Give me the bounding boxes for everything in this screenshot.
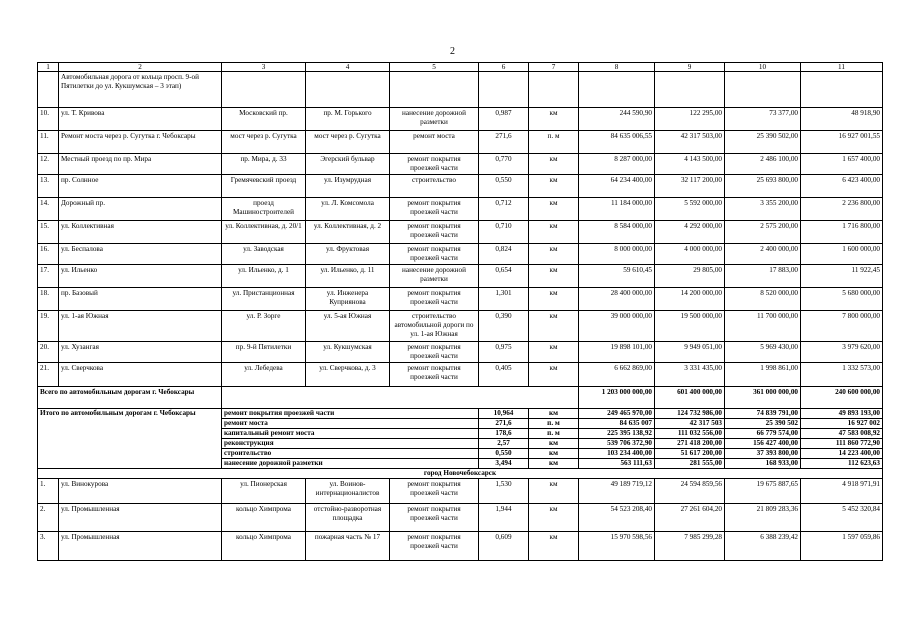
unit-label: км [529,265,579,288]
amount-year-2: 17 883,00 [725,265,801,288]
table-row [38,198,883,221]
row-number: 11. [38,131,59,154]
unit-label: км [529,532,579,561]
road-name: ул. 1-ая Южная [59,311,222,342]
total-amount: 84 635 007 [579,419,655,429]
summary-row [38,409,883,419]
length-value: 0,824 [479,244,529,265]
work-type: ремонт покрытия проезжей части [390,479,479,504]
amount-year-2: 3 355 200,00 [725,198,801,221]
amount-year-3: 14 223 400,00 [801,449,883,459]
road-name: Местный проезд по пр. Мира [59,154,222,175]
amount-year-1: 42 317 503,00 [655,131,725,154]
amount-year-1: 3 331 435,00 [655,363,725,387]
column-number: 5 [390,63,479,72]
work-type: ремонт покрытия проезжей части [222,409,479,419]
table-row [38,532,883,561]
amount-year-3: 1 332 573,00 [801,363,883,387]
table-row [38,244,883,265]
column-number: 2 [59,63,222,72]
length-value: 0,712 [479,198,529,221]
amount-year-1: 51 617 200,00 [655,449,725,459]
row-number: 19. [38,311,59,342]
work-type: ремонт покрытия проезжей части [390,342,479,363]
length-value: 1,530 [479,479,529,504]
column-number: 3 [222,63,306,72]
amount-year-2: 66 779 574,00 [725,429,801,439]
road-name: пр. Базовый [59,288,222,311]
work-type: ремонт покрытия проезжей части [390,504,479,532]
table-row [38,504,883,532]
amount-year-1: 4 000 000,00 [655,244,725,265]
total-amount: 8 584 000,00 [579,221,655,244]
total-amount: 1 203 000 000,00 [579,387,655,409]
total-amount: 249 465 970,00 [579,409,655,419]
amount-year-2: 73 377,00 [725,108,801,131]
row-number: 1. [38,479,59,504]
segment-start: ул. Ильенко, д. 1 [222,265,306,288]
column-number: 9 [655,63,725,72]
total-amount: 11 184 000,00 [579,198,655,221]
unit-label: км [529,342,579,363]
segment-end: ул. Ильенко, д. 11 [306,265,390,288]
road-name: ул. Сверчкова [59,363,222,387]
work-type: ремонт покрытия проезжей части [390,363,479,387]
amount-year-2: 37 393 800,00 [725,449,801,459]
segment-start: ул. Коллективная, д. 20/1 [222,221,306,244]
segment-start: проезд Машиностроителей [222,198,306,221]
amount-year-1: 27 261 604,20 [655,504,725,532]
road-name: Ремонт моста через р. Сугутка г. Чебоксары [59,131,222,154]
length-value: 1,944 [479,504,529,532]
total-amount: 39 000 000,00 [579,311,655,342]
amount-year-3: 47 583 008,92 [801,429,883,439]
total-amount: 49 189 719,12 [579,479,655,504]
unit-label: км [529,311,579,342]
amount-year-1: 5 592 000,00 [655,198,725,221]
total-amount: 59 610,45 [579,265,655,288]
work-type: ремонт покрытия проезжей части [390,198,479,221]
amount-year-1: 124 732 986,00 [655,409,725,419]
length-value: 3,494 [479,459,529,469]
row-number: 18. [38,288,59,311]
amount-year-3: 2 236 800,00 [801,198,883,221]
amount-year-2: 1 998 861,00 [725,363,801,387]
column-number: 4 [306,63,390,72]
amount-year-3: 11 922,45 [801,265,883,288]
segment-start: пр. Мира, д. 33 [222,154,306,175]
work-type: ремонт покрытия проезжей части [390,244,479,265]
length-value: 271,6 [479,131,529,154]
length-value: 1,301 [479,288,529,311]
amount-year-1: 601 400 000,00 [655,387,725,409]
unit-label: км [529,459,579,469]
work-type: ремонт моста [390,131,479,154]
amount-year-1: 281 555,00 [655,459,725,469]
unit-label: п. м [529,429,579,439]
amount-year-1: 122 295,00 [655,108,725,131]
amount-year-1: 29 805,00 [655,265,725,288]
section-title: город Новочебоксарск [38,469,883,479]
road-name: ул. Промышленная [59,504,222,532]
total-amount: 54 523 208,40 [579,504,655,532]
segment-start: ул. Р. Зорге [222,311,306,342]
work-type: строительство [222,449,479,459]
amount-year-3: 49 893 193,00 [801,409,883,419]
table-row [38,288,883,311]
column-number: 6 [479,63,529,72]
length-value: 0,654 [479,265,529,288]
row-number: 14. [38,198,59,221]
segment-end: ул. Фруктовая [306,244,390,265]
amount-year-3: 1 716 800,00 [801,221,883,244]
row-number: 13. [38,175,59,198]
length-value: 0,550 [479,175,529,198]
amount-year-1: 4 143 500,00 [655,154,725,175]
empty-cell [222,387,579,409]
amount-year-2: 11 700 000,00 [725,311,801,342]
work-type: ремонт покрытия проезжей части [390,221,479,244]
amount-year-2: 19 675 887,65 [725,479,801,504]
unit-label: км [529,409,579,419]
work-type: ремонт покрытия проезжей части [390,532,479,561]
total-amount: 103 234 400,00 [579,449,655,459]
length-value: 0,975 [479,342,529,363]
row-number: 15. [38,221,59,244]
total-amount: 563 111,63 [579,459,655,469]
amount-year-1: 19 500 000,00 [655,311,725,342]
road-name: ул. Хузангая [59,342,222,363]
segment-end: Эгерский бульвар [306,154,390,175]
segment-end: ул. Коллективная, д. 2 [306,221,390,244]
section-header-row [38,469,883,479]
table-row [38,363,883,387]
unit-label: км [529,439,579,449]
length-value: 271,6 [479,419,529,429]
row-number: 17. [38,265,59,288]
amount-year-2: 8 520 000,00 [725,288,801,311]
table-row [38,265,883,288]
total-amount: 6 662 869,00 [579,363,655,387]
table-row [38,175,883,198]
amount-year-2: 361 000 000,00 [725,387,801,409]
segment-start: ул. Заводская [222,244,306,265]
amount-year-2: 25 693 800,00 [725,175,801,198]
segment-end: ул. Л. Комсомола [306,198,390,221]
segment-start: Московский пр. [222,108,306,131]
unit-label: км [529,363,579,387]
work-type: строительство автомобильной дороги по ул. 1-ая Южная [390,311,479,342]
amount-year-1: 42 317 503 [655,419,725,429]
grand-total-label: Всего по автомобильным дорогам г. Чебоксары [38,387,222,409]
amount-year-2: 2 486 100,00 [725,154,801,175]
column-number: 8 [579,63,655,72]
length-value: 2,57 [479,439,529,449]
amount-year-2: 156 427 400,00 [725,439,801,449]
amount-year-2: 25 390 502,00 [725,131,801,154]
amount-year-3: 5 680 000,00 [801,288,883,311]
column-number: 10 [725,63,801,72]
unit-label: км [529,244,579,265]
row-number: 3. [38,532,59,561]
row-number: 10. [38,108,59,131]
total-amount: 19 898 101,00 [579,342,655,363]
page-number: 2 [450,46,455,57]
amount-year-3: 240 600 000,00 [801,387,883,409]
amount-year-1: 9 949 051,00 [655,342,725,363]
column-number-row [38,63,883,72]
unit-label: км [529,504,579,532]
amount-year-2: 5 969 430,00 [725,342,801,363]
amount-year-1: 7 985 299,28 [655,532,725,561]
amount-year-1: 271 418 200,00 [655,439,725,449]
road-name: ул. Винокурова [59,479,222,504]
amount-year-1: 32 117 200,00 [655,175,725,198]
amount-year-2: 2 400 000,00 [725,244,801,265]
amount-year-3: 3 979 620,00 [801,342,883,363]
table-row [38,342,883,363]
segment-end: ул. Изумрудная [306,175,390,198]
work-type: реконструкция [222,439,479,449]
segment-start: пр. 9-й Пятилетки [222,342,306,363]
total-amount: 244 590,90 [579,108,655,131]
summary-label: Итого по автомобильным дорогам г. Чебоксары [38,409,222,469]
amount-year-1: 14 200 000,00 [655,288,725,311]
amount-year-3: 6 423 400,00 [801,175,883,198]
amount-year-3: 48 918,90 [801,108,883,131]
total-amount: 8 000 000,00 [579,244,655,265]
amount-year-3: 5 452 320,84 [801,504,883,532]
work-type: ремонт покрытия проезжей части [390,288,479,311]
work-type: капитальный ремонт моста [222,429,479,439]
amount-year-3: 1 657 400,00 [801,154,883,175]
table-row [38,311,883,342]
length-value: 0,987 [479,108,529,131]
segment-end: мост через р. Сугутка [306,131,390,154]
total-amount: 539 706 372,90 [579,439,655,449]
unit-label: км [529,154,579,175]
row-number: 20. [38,342,59,363]
segment-end: ул. Сверчкова, д. 3 [306,363,390,387]
amount-year-1: 24 594 859,56 [655,479,725,504]
total-amount: 225 395 138,92 [579,429,655,439]
amount-year-3: 16 927 002 [801,419,883,429]
column-number: 1 [38,63,59,72]
length-value: 0,405 [479,363,529,387]
segment-start: кольцо Химпрома [222,504,306,532]
segment-start: кольцо Химпрома [222,532,306,561]
total-amount: 84 635 006,55 [579,131,655,154]
length-value: 0,710 [479,221,529,244]
unit-label: км [529,198,579,221]
segment-end: ул. 5-ая Южная [306,311,390,342]
row-number: 12. [38,154,59,175]
segment-start: ул. Пионерская [222,479,306,504]
segment-start: ул. Лебедева [222,363,306,387]
road-name: Автомобильная дорога от кольца просп. 9-ой Пятилетки до ул. Кукшумская – 3 этап) [59,72,222,108]
amount-year-1: 111 032 556,00 [655,429,725,439]
unit-label: км [529,221,579,244]
work-type: нанесение дорожной разметки [222,459,479,469]
road-name: ул. Ильенко [59,265,222,288]
unit-label: км [529,108,579,131]
unit-label: км [529,288,579,311]
table-row [38,108,883,131]
grand-total-row [38,387,883,409]
work-type: ремонт покрытия проезжей части [390,154,479,175]
continuation-row [38,72,883,108]
roads-table [37,62,883,561]
amount-year-3: 1 600 000,00 [801,244,883,265]
work-type: ремонт моста [222,419,479,429]
total-amount: 64 234 400,00 [579,175,655,198]
row-number: 16. [38,244,59,265]
length-value: 10,964 [479,409,529,419]
amount-year-2: 6 388 239,42 [725,532,801,561]
amount-year-2: 2 575 200,00 [725,221,801,244]
work-type: нанесение дорожной разметки [390,108,479,131]
amount-year-3: 1 597 059,86 [801,532,883,561]
total-amount: 8 287 000,00 [579,154,655,175]
unit-label: км [529,479,579,504]
road-name: пр. Солнное [59,175,222,198]
segment-end: пожарная часть № 17 [306,532,390,561]
amount-year-2: 168 933,00 [725,459,801,469]
total-amount: 15 970 598,56 [579,532,655,561]
unit-label: п. м [529,419,579,429]
column-number: 11 [801,63,883,72]
segment-start: Гремячевский проезд [222,175,306,198]
length-value: 0,550 [479,449,529,459]
segment-end: ул. Кукшумская [306,342,390,363]
amount-year-3: 4 918 971,91 [801,479,883,504]
segment-start: ул. Пристанционная [222,288,306,311]
road-name: ул. Беспалова [59,244,222,265]
length-value: 0,390 [479,311,529,342]
table-row [38,479,883,504]
length-value: 0,770 [479,154,529,175]
work-type: строительство [390,175,479,198]
unit-label: п. м [529,131,579,154]
segment-end: отстойно-разворотная площадка [306,504,390,532]
segment-end: ул. Инженера Куприянова [306,288,390,311]
length-value: 178,6 [479,429,529,439]
amount-year-2: 74 839 791,00 [725,409,801,419]
amount-year-3: 16 927 001,55 [801,131,883,154]
column-number: 7 [529,63,579,72]
unit-label: км [529,449,579,459]
amount-year-3: 7 800 000,00 [801,311,883,342]
road-name: ул. Т. Кривова [59,108,222,131]
row-number: 2. [38,504,59,532]
total-amount: 28 400 000,00 [579,288,655,311]
table-row [38,131,883,154]
amount-year-3: 111 860 772,90 [801,439,883,449]
row-number: 21. [38,363,59,387]
segment-start: мост через р. Сугутка [222,131,306,154]
work-type: нанесение дорожной разметки [390,265,479,288]
amount-year-1: 4 292 000,00 [655,221,725,244]
road-name: ул. Коллективная [59,221,222,244]
road-name: Дорожный пр. [59,198,222,221]
segment-end: пр. М. Горького [306,108,390,131]
segment-end: ул. Воинов-интернационалистов [306,479,390,504]
table-row [38,221,883,244]
road-name: ул. Промышленная [59,532,222,561]
amount-year-2: 21 809 283,36 [725,504,801,532]
amount-year-3: 112 623,63 [801,459,883,469]
unit-label: км [529,175,579,198]
amount-year-2: 25 390 502 [725,419,801,429]
table-row [38,154,883,175]
length-value: 0,609 [479,532,529,561]
